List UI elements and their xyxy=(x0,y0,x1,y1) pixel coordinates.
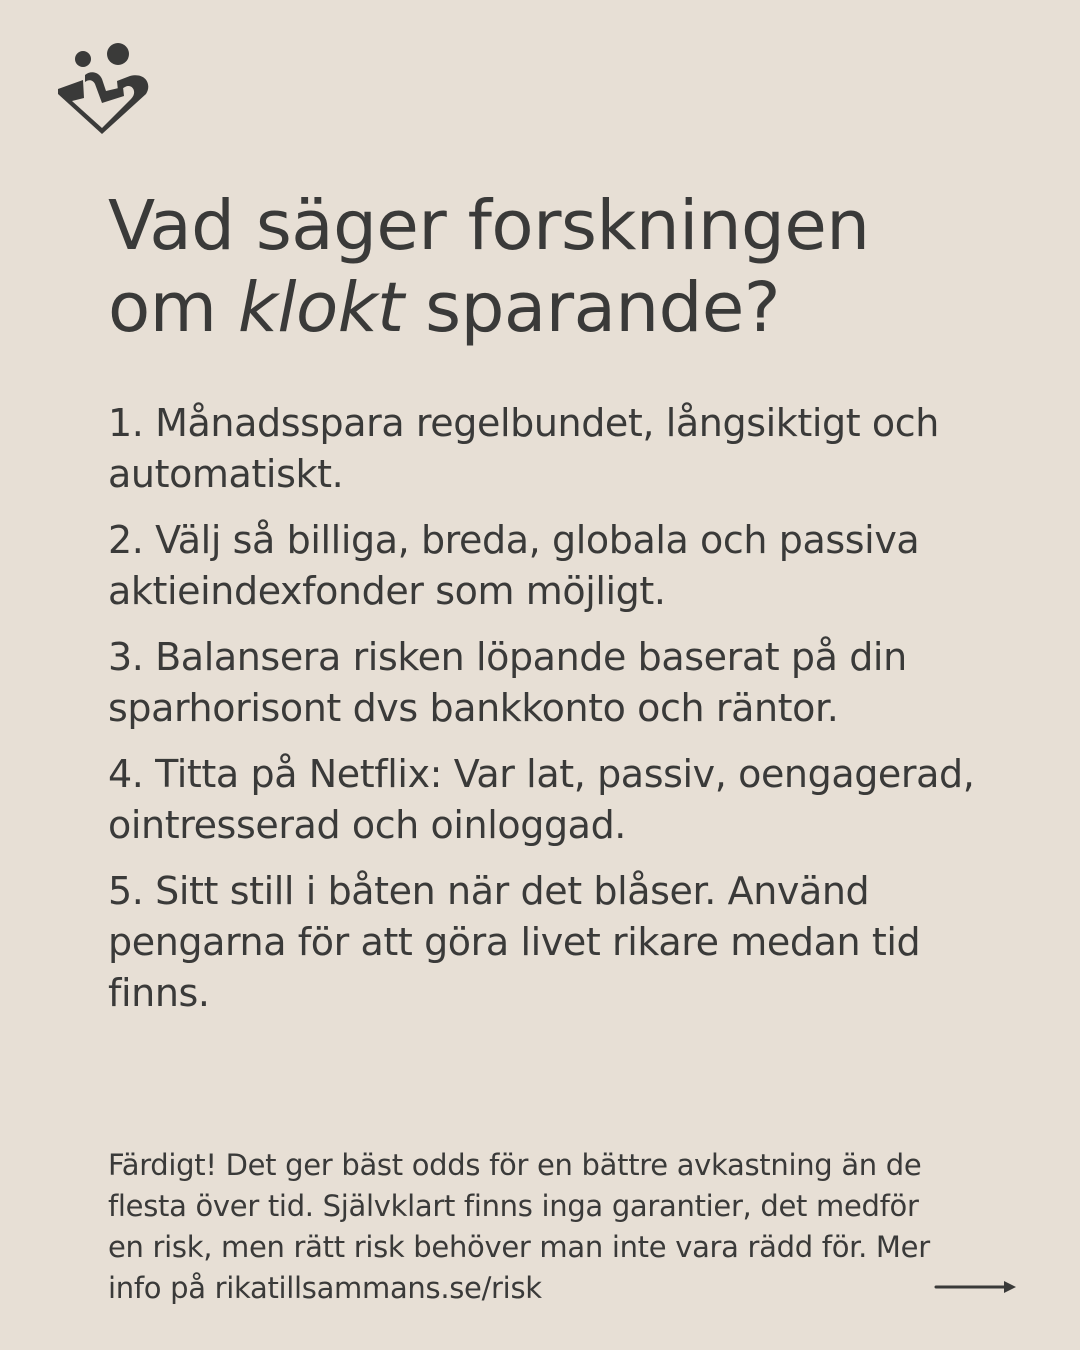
title-line-2-suffix: sparande? xyxy=(403,268,780,348)
arrow-right-icon[interactable] xyxy=(934,1276,1018,1298)
title-line-1: Vad säger forskningen xyxy=(108,186,870,266)
page-title xyxy=(108,185,1008,349)
advice-item: 4. Titta på Netflix: Var lat, passiv, oengagerad, ointresserad och oinloggad. xyxy=(108,752,975,847)
advice-item: 2. Välj så billiga, breda, globala och passiva aktieindexfonder som möjligt. xyxy=(108,518,920,613)
advice-item: 5. Sitt still i båten när det blåser. Använd pengarna för att göra livet rikare medan tid finns. xyxy=(108,869,921,1015)
advice-item: 1. Månadsspara regelbundet, långsiktigt och automatiskt. xyxy=(108,401,939,496)
advice-item: 3. Balansera risken löpande baserat på din sparhorisont dvs bankkonto och räntor. xyxy=(108,635,907,730)
title-emphasis: klokt xyxy=(237,268,404,348)
heart-people-icon xyxy=(50,42,152,136)
advice-list xyxy=(108,398,1008,1034)
title-line-2-prefix: om xyxy=(108,268,238,348)
footer-note: Färdigt! Det ger bäst odds för en bättre avkastning än de flesta över tid. Självklart finns inga garantier, det medför en risk, men rätt risk behöver man inte vara rädd för. Mer info på rikatillsammans.se/risk xyxy=(108,1148,930,1305)
